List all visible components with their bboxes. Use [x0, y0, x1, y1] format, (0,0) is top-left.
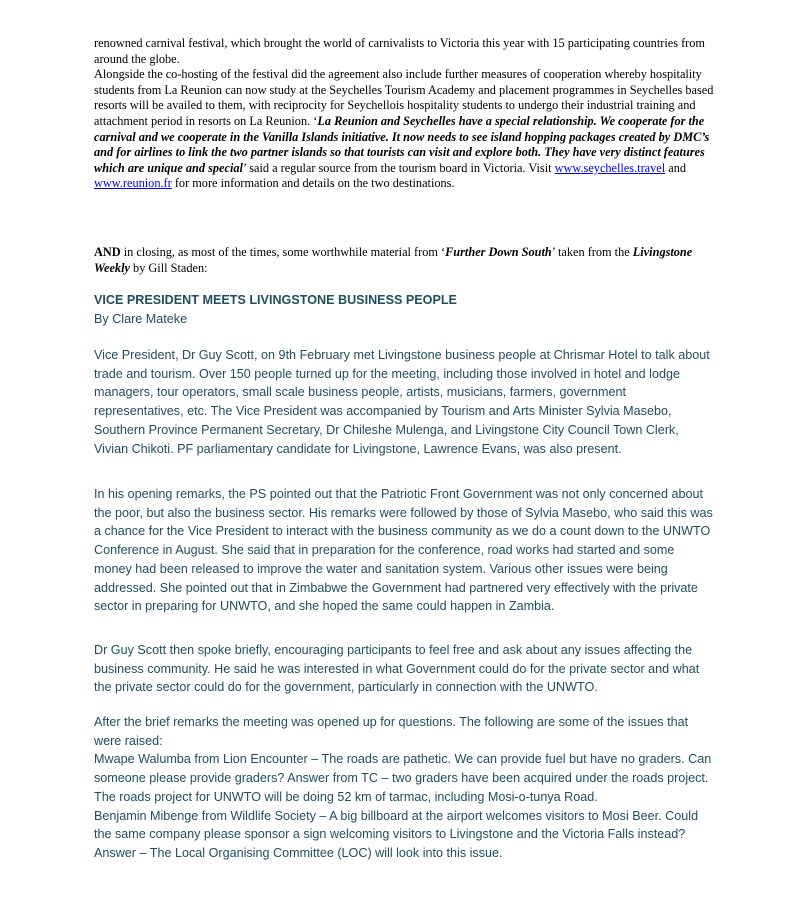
paragraph-text: in closing, as most of the times, some worthwhile material from ‘	[120, 245, 446, 259]
issues-intro: After the brief remarks the meeting was opened up for questions. The following are some of the issues that were raised:	[94, 715, 689, 748]
article-byline: By Clare Mateke	[94, 311, 188, 326]
paragraph-text: for more information and details on the two destinations.	[171, 176, 455, 191]
paragraph-text: ’ said a regular source from the tourism board in Victoria. Visit	[242, 160, 555, 175]
article-header	[94, 291, 714, 328]
article-paragraph-1: Vice President, Dr Guy Scott, on 9th February met Livingstone business people at Chrismar Hotel to talk about trade and tourism. Over 150 people turned up for the meeting, including those involved in hotel and lodge managers, tour operators, small scale business people, artists, musicians, farmers, government representatives, etc. The Vice President was accompanied by Tourism and Arts Minister Sylvia Masebo, Southern Province Permanent Secretary, Dr Chileshe Mulenga, and Livingstone City Council Town Clerk, Vivian Chikoti. PF parliamentary candidate for Livingstone, Lawrence Evans, was also present.	[94, 348, 710, 456]
paragraph-text: renowned carnival festival, which brought the world of carnivalists to Victoria this year with 15 participating countries from around the globe.	[94, 36, 705, 66]
article-heading: VICE PRESIDENT MEETS LIVINGSTONE BUSINESS PEOPLE	[94, 293, 457, 307]
paragraph-text: by Gill Staden:	[129, 260, 208, 275]
paragraph-text: ’ taken from the	[551, 245, 633, 259]
seychelles-paragraph	[94, 36, 714, 192]
paragraph-text: Alongside the co-hosting of the festival did the agreement also include further measures of cooperation whereby hospitality students from La Reunion can now study at the Seychelles Tourism Academy and placement programmes in Seychelles based resorts will be availed to them, with reciprocity for Seychellois hospitality students to undergo their industrial training and attachment period in resorts on La Reunion. ‘	[94, 67, 714, 128]
and-emphasis: AND	[94, 245, 121, 259]
closing-paragraph	[94, 245, 714, 276]
seychelles-link[interactable]: www.seychelles.travel	[554, 160, 666, 175]
article-paragraph-4	[94, 713, 714, 863]
issue-item: Mwape Walumba from Lion Encounter – The roads are pathetic. We can provide fuel but have no graders. Can someone please provide graders? Answer from TC – two graders have been acquired under the roads project. The roads project for UNWTO will be doing 52 km of tarmac, including Mosi-o-tunya Road.	[94, 752, 712, 804]
quote-text: La Reunion and Seychelles have a special relationship. We cooperate for the carnival and we cooperate in the Vanilla Islands initiative. It now needs to see island hopping packages created by DMC’s and for airlines to link the two partner islands so that tourists can visit and explore both. They have very distinct features which are unique and special	[94, 113, 710, 175]
source-title: Further Down South	[445, 245, 552, 259]
reunion-link[interactable]: www.reunion.fr	[94, 176, 172, 191]
publication-title: Livingstone Weekly	[94, 245, 693, 275]
article-paragraph-3: Dr Guy Scott then spoke briefly, encouraging participants to feel free and ask about any issues affecting the business community. He said he was interested in what Government could do for the private sector and what the private sector could do for the government, particularly in connection with the UNWTO.	[94, 643, 700, 695]
paragraph-text: and	[665, 160, 687, 175]
article-paragraph-2: In his opening remarks, the PS pointed out that the Patriotic Front Government was not only concerned about the poor, but also the business sector. His remarks were followed by those of Sylvia Masebo, who said this was a chance for the Vice President to interact with the business community as we do a count down to the UNWTO Conference in August. She said that in preparation for the conference, road works had started and some money had been released to improve the water and sanitation system. Various other issues were being addressed. She pointed out that in Zimbabwe the Government had partnered very effectively with the private sector in preparing for UNWTO, and she hoped the same could happen in Zambia.	[94, 487, 713, 614]
issue-item: Benjamin Mibenge from Wildlife Society – A big billboard at the airport welcomes visitors to Mosi Beer. Could the same company please sponsor a sign welcoming visitors to Livingstone and the Victoria Falls instead? Answer – The Local Organising Committee (LOC) will look into this issue.	[94, 808, 699, 860]
